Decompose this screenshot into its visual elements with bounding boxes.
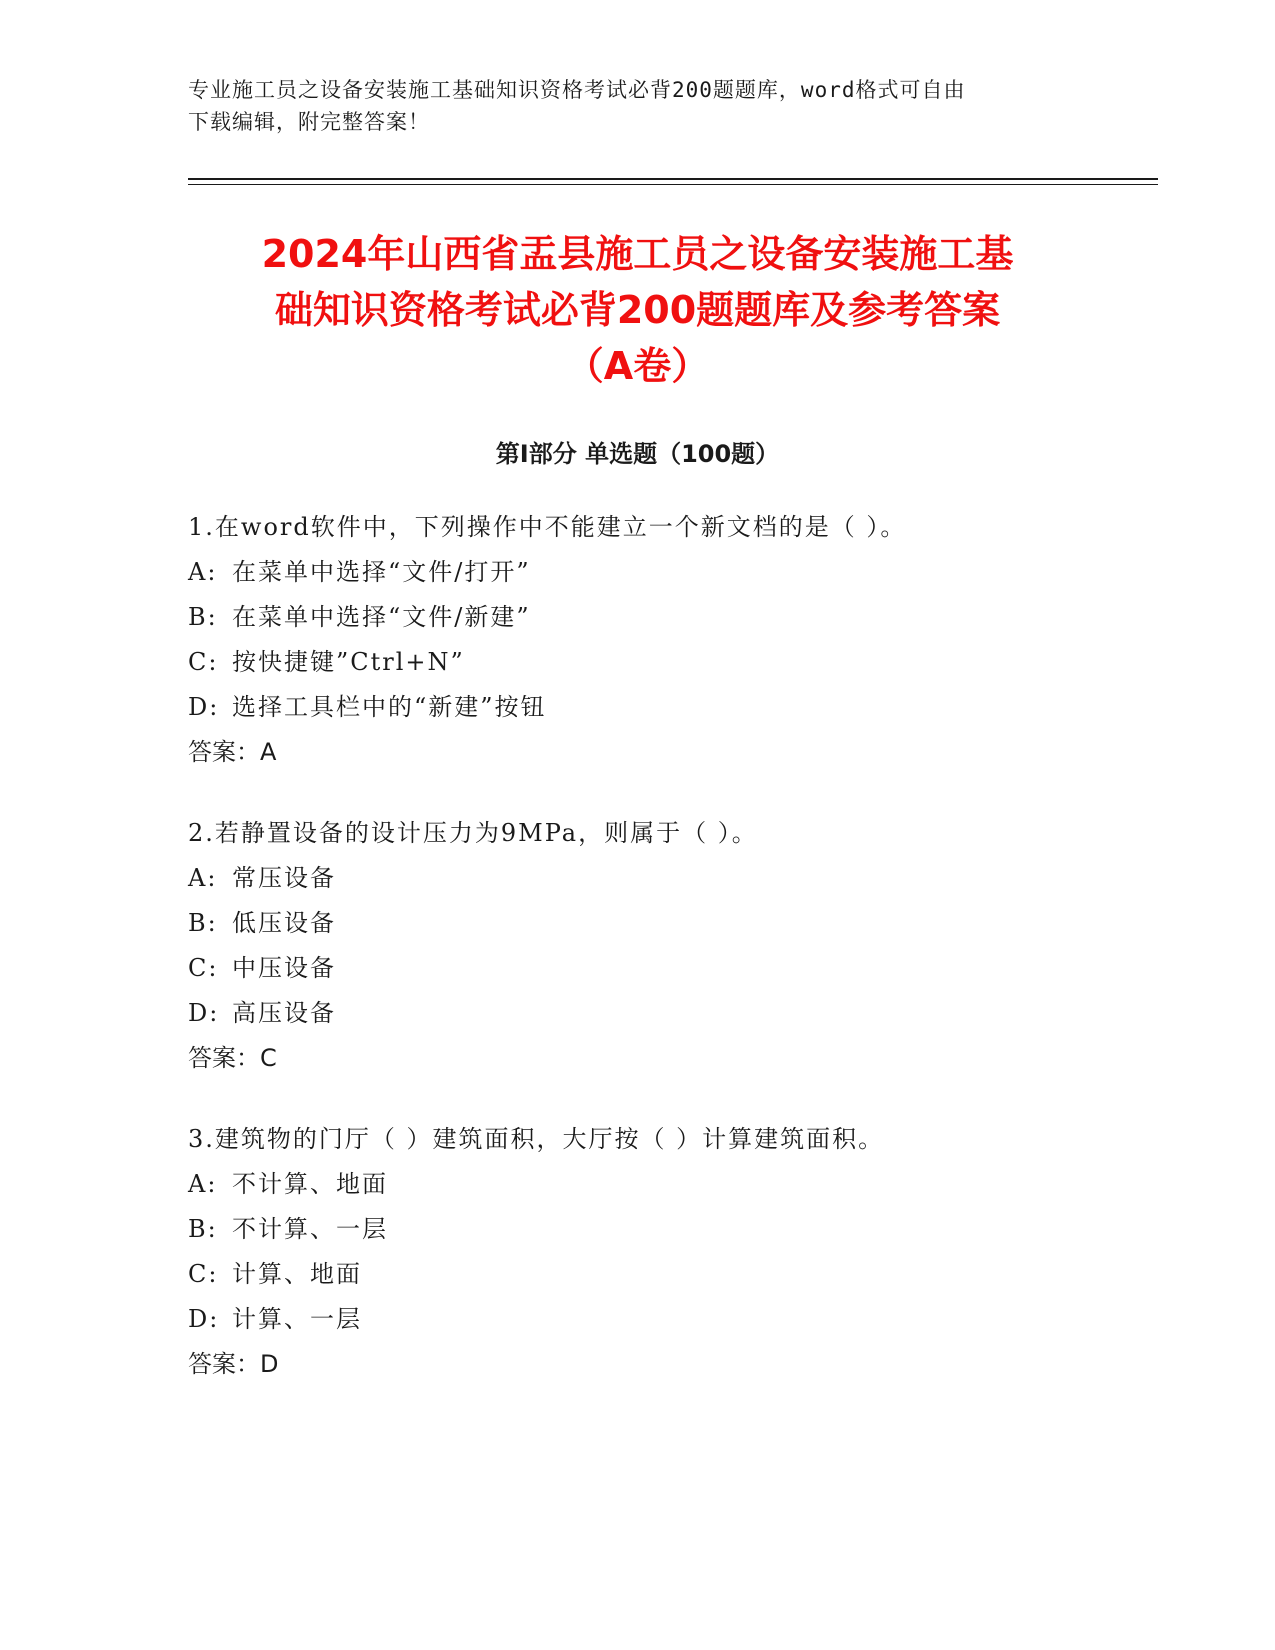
option-text: 在菜单中选择“文件/新建” — [232, 603, 531, 631]
title-line-3: （A卷） — [565, 344, 710, 388]
answer: 答案：D — [188, 1350, 279, 1378]
option-b — [188, 1207, 1168, 1252]
header-rule-thin — [188, 184, 1158, 185]
option-a — [188, 856, 1168, 901]
option-d — [188, 1297, 1168, 1342]
option-b — [188, 901, 1168, 946]
header-note-line-2: 下载编辑，附完整答案！ — [188, 110, 430, 134]
option-text: 不计算、地面 — [232, 1170, 388, 1198]
option-letter: D: — [188, 999, 220, 1027]
option-letter: A: — [188, 1170, 218, 1198]
question-stem: 2.若静置设备的设计压力为9MPa，则属于（ ）。 — [188, 819, 758, 847]
question-1 — [188, 505, 1168, 775]
option-c — [188, 946, 1168, 991]
option-b — [188, 595, 1168, 640]
title-line-1: 2024年山西省盂县施工员之设备安装施工基 — [261, 232, 1014, 276]
option-text: 选择工具栏中的“新建”按钮 — [232, 693, 547, 721]
option-c — [188, 640, 1168, 685]
option-text: 在菜单中选择“文件/打开” — [232, 558, 531, 586]
option-letter: B: — [188, 1215, 218, 1243]
option-letter: C: — [188, 648, 219, 676]
option-d — [188, 991, 1168, 1036]
header-rule-thick — [188, 178, 1158, 180]
question-stem: 3.建筑物的门厅（ ）建筑面积，大厅按（ ）计算建筑面积。 — [188, 1125, 885, 1153]
question-3 — [188, 1117, 1168, 1387]
option-letter: A: — [188, 558, 218, 586]
option-c — [188, 1252, 1168, 1297]
option-letter: C: — [188, 954, 219, 982]
document-title — [160, 226, 1115, 394]
answer: 答案：C — [188, 1044, 277, 1072]
option-a — [188, 550, 1168, 595]
option-text: 中压设备 — [232, 954, 336, 982]
option-text: 计算、地面 — [232, 1260, 362, 1288]
header-note — [188, 74, 1088, 138]
section-heading: 第I部分 单选题（100题） — [495, 440, 780, 468]
option-a — [188, 1162, 1168, 1207]
option-letter: B: — [188, 603, 218, 631]
answer: 答案：A — [188, 738, 277, 766]
header-note-line-1: 专业施工员之设备安装施工基础知识资格考试必背200题题库，word格式可自由 — [188, 78, 966, 102]
option-text: 按快捷键”Ctrl+N” — [232, 648, 465, 676]
question-stem: 1.在word软件中，下列操作中不能建立一个新文档的是（ ）。 — [188, 513, 907, 541]
option-d — [188, 685, 1168, 730]
title-line-2: 础知识资格考试必背200题题库及参考答案 — [274, 288, 1001, 332]
option-text: 计算、一层 — [232, 1305, 362, 1333]
option-letter: B: — [188, 909, 218, 937]
option-letter: D: — [188, 1305, 220, 1333]
option-text: 不计算、一层 — [232, 1215, 388, 1243]
option-letter: D: — [188, 693, 220, 721]
option-letter: A: — [188, 864, 218, 892]
option-text: 低压设备 — [232, 909, 336, 937]
question-2 — [188, 811, 1168, 1081]
option-letter: C: — [188, 1260, 219, 1288]
option-text: 高压设备 — [232, 999, 336, 1027]
option-text: 常压设备 — [232, 864, 336, 892]
